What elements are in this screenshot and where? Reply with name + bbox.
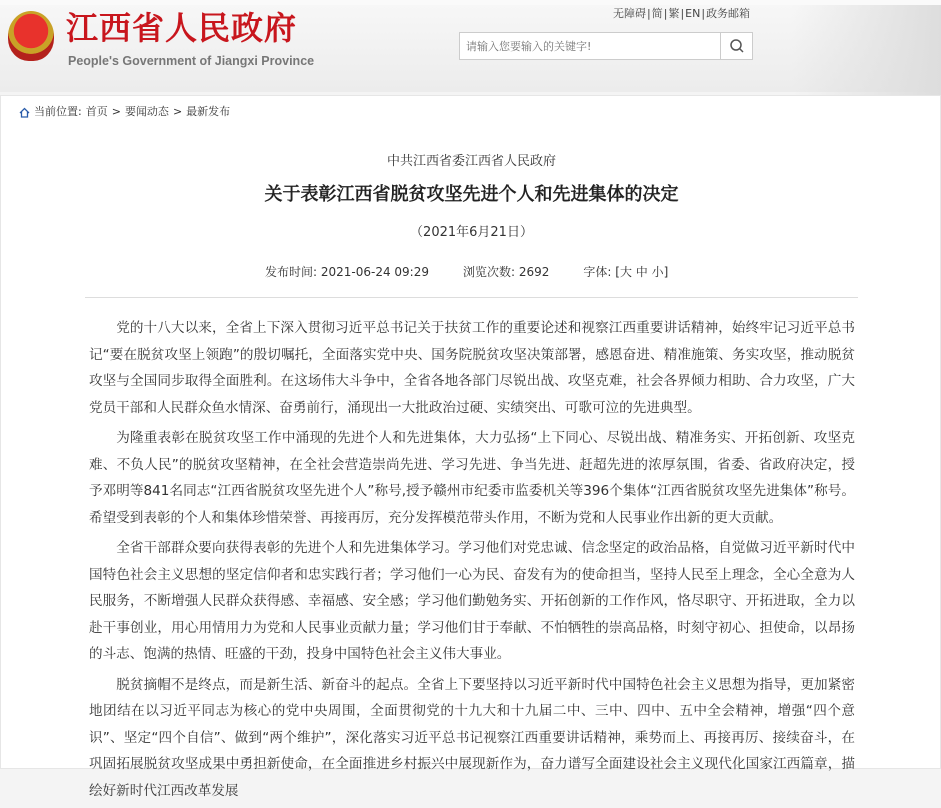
font-label: 字体: bbox=[583, 265, 616, 279]
article-title: 关于表彰江西省脱贫攻坚先进个人和先进集体的决定 bbox=[264, 184, 679, 205]
pavilion-decoration bbox=[791, 5, 941, 97]
link-accessibility[interactable]: 无障碍 bbox=[613, 7, 646, 20]
publish-time: 2021-06-24 09:29 bbox=[320, 265, 429, 279]
font-large[interactable]: 大 bbox=[619, 265, 632, 279]
article-panel bbox=[0, 95, 941, 799]
site-logo-subtitle: People's Government of Jiangxi Province bbox=[68, 54, 315, 68]
breadcrumb bbox=[19, 104, 230, 120]
site-logo-title[interactable]: 江西省人民政府 bbox=[66, 9, 298, 47]
breadcrumb-label: 当前位置: bbox=[34, 105, 82, 118]
breadcrumb-sep: > bbox=[111, 105, 121, 118]
views-count: 2692 bbox=[518, 265, 550, 279]
breadcrumb-sep: > bbox=[172, 105, 183, 118]
article-meta: 发布时间: 2021-06-24 09:29 浏览次数: 2692 字体: [ 大 中 小 ] bbox=[265, 265, 669, 279]
link-traditional[interactable]: 繁 bbox=[668, 7, 680, 20]
search-input[interactable] bbox=[460, 33, 720, 59]
home-icon bbox=[19, 107, 30, 118]
top-links: 无障碍|简|繁|EN|政务邮箱 bbox=[613, 7, 751, 20]
font-small[interactable]: 小 bbox=[651, 265, 664, 279]
link-simplified[interactable]: 简 bbox=[651, 7, 663, 20]
breadcrumb-home[interactable]: 首页 bbox=[85, 105, 108, 118]
link-english[interactable]: EN bbox=[685, 7, 701, 20]
breadcrumb-latest[interactable]: 最新发布 bbox=[186, 105, 231, 118]
search-box bbox=[459, 32, 753, 60]
paragraph: 党的十八大以来，全省上下深入贯彻习近平总书记关于扶贫工作的重要论述和视察江西重要讲话精神，始终牢记习近平总书记“要在脱贫攻坚上领跑”的殷切嘱托，全面落实党中央、国务院脱贫攻坚决策部署，感恩奋进、精准施策、务实攻坚，推动脱贫攻坚与全国同步取得全面胜利。在这场伟大斗争中，全省各地各部门尽锐出战、攻坚克难，社会各界倾力相助、合力攻坚，广大党员干部和人民群众鱼水情深、奋勇前行，涌现出一大批政治过硬、实绩突出、可歌可泣的先进典型。 bbox=[89, 320, 855, 416]
national-emblem-logo bbox=[8, 11, 54, 61]
link-mailbox[interactable]: 政务邮箱 bbox=[706, 7, 751, 20]
search-icon bbox=[729, 38, 745, 54]
paragraph: 全省干部群众要向获得表彰的先进个人和先进集体学习。学习他们对党忠诚、信念坚定的政治品格，自觉做习近平新时代中国特色社会主义思想的坚定信仰者和忠实践行者；学习他们一心为民、奋发有为的使命担当，坚持人民至上理念，全心全意为人民服务，不断增强人民群众获得感、幸福感、安全感；学习他们勤勉务实、开拓创新的工作作风，恪尽职守、开拓进取，全力以赴干事创业，用心用情用力为党和人民事业贡献力量；学习他们甘于奉献、不怕牺牲的崇高品格，时刻守初心、担使命，以昂扬的斗志、饱满的热情、旺盛的干劲，投身中国特色社会主义伟大事业。 bbox=[89, 540, 855, 662]
issuing-organization: 中共江西省委江西省人民政府 bbox=[386, 154, 556, 169]
divider bbox=[85, 297, 858, 298]
site-header bbox=[0, 0, 941, 92]
article-date: （2021年6月21日） bbox=[410, 225, 533, 240]
breadcrumb-news[interactable]: 要闻动态 bbox=[124, 105, 169, 118]
article-body bbox=[89, 315, 855, 808]
search-button[interactable] bbox=[720, 33, 752, 59]
views-label: 浏览次数: bbox=[463, 265, 519, 279]
font-medium[interactable]: 中 bbox=[635, 265, 648, 279]
paragraph: 为隆重表彰在脱贫攻坚工作中涌现的先进个人和先进集体，大力弘扬“上下同心、尽锐出战、精准务实、开拓创新、攻坚克难、不负人民”的脱贫攻坚精神，在全社会营造崇尚先进、学习先进、争当先进、赶超先进的浓厚氛围，省委、省政府决定，授予邓明等841名同志“江西省脱贫攻坚先进个人”称号,授予赣州市纪委市监委机关等396个集体“江西省脱贫攻坚先进集体”称号。希望受到表彰的个人和集体珍惜荣誉、再接再厉，充分发挥模范带头作用，不断为党和人民事业作出新的更大贡献。 bbox=[89, 430, 855, 526]
paragraph: 脱贫摘帽不是终点，而是新生活、新奋斗的起点。全省上下要坚持以习近平新时代中国特色社会主义思想为指导，更加紧密地团结在以习近平同志为核心的党中央周围，全面贯彻党的十九大和十九届二中、三中、四中、五中全会精神，增强“四个意识”、坚定“四个自信”、做到“两个维护”，深化落实习近平总书记视察江西重要讲话精神，乘势而上、再接再厉、接续奋斗，在巩固拓展脱贫攻坚成果中勇担新使命，在全面推进乡村振兴中展现新作为，奋力谱写全面建设社会主义现代化国家江西篇章，描绘好新时代江西改革发展 bbox=[89, 676, 855, 799]
publish-label: 发布时间: bbox=[265, 265, 321, 279]
